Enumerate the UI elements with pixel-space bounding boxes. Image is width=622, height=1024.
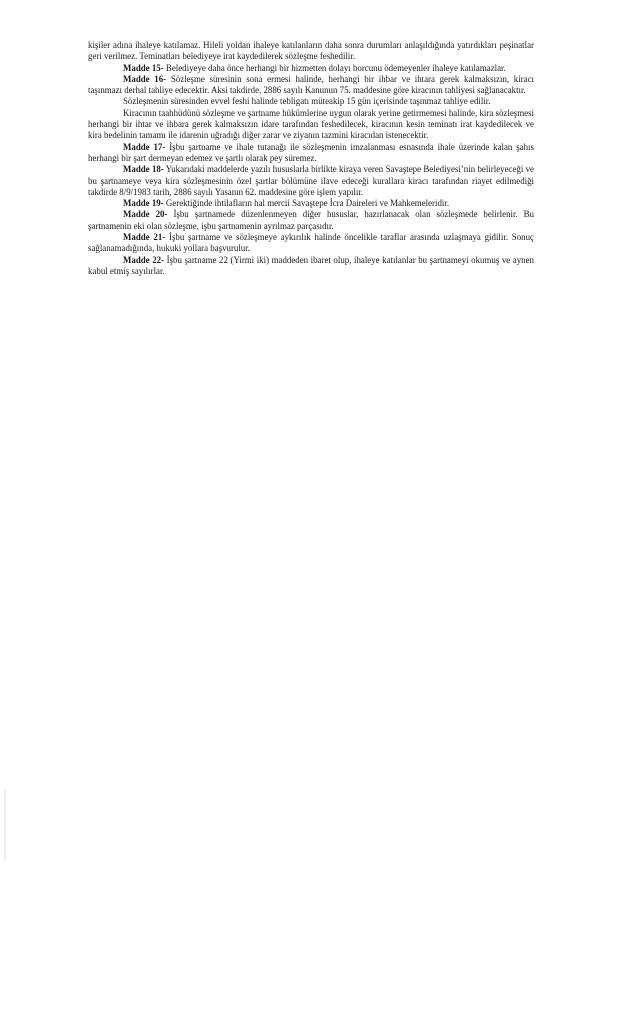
article-heading: Madde 18- xyxy=(123,164,164,175)
article-heading: Madde 19- xyxy=(123,198,164,209)
article-15 xyxy=(88,63,534,74)
article-heading: Madde 15- xyxy=(123,62,164,73)
article-19 xyxy=(88,198,534,209)
article-17 xyxy=(88,142,534,165)
paragraph-text: kişiler adına ihaleye katılamaz. Hileli yoldan ihaleye katılanların daha sonra durumları anlaşıldığında yatırdıkları peşinatlar geri verilmez. Teminatları belediyeye irat kaydedilerek sözleşme feshedilir. xyxy=(88,40,534,62)
article-18 xyxy=(88,164,534,198)
article-heading: Madde 16- xyxy=(123,73,167,84)
article-text: İşbu şartname ve ihale tutanağı ile sözleşmenin imzalanması esnasında ihale üzerinde kalan şahıs herhangi bir şart dermeyan edemez ve şartlı olarak pey süremez. xyxy=(88,141,534,163)
article-text: İşbu şartname ve sözleşmeye aykırılık halinde öncelikle taraflar arasında uzlaşmaya gidilir. Sonuç sağlanamadığında, hukuki yollara başvurulur. xyxy=(88,232,534,254)
article-21 xyxy=(88,232,534,255)
article-heading: Madde 21- xyxy=(123,232,166,243)
article-text: Belediyeye daha önce herhangi bir hizmetten dolayı borcunu ödemeyenler ihaleye katılamazlar. xyxy=(163,62,506,73)
scan-edge-mark xyxy=(4,790,6,860)
article-20 xyxy=(88,209,534,232)
article-heading: Madde 20- xyxy=(123,209,168,220)
article-text: İşbu şartname 22 (Yirmi iki) maddeden ibaret olup, ihaleye katılanlar bu şartnameyi okumuş ve aynen kabul etmiş sayılırlar. xyxy=(88,254,534,276)
paragraph-text: Sözleşmenin süresinden evvel feshi halinde tebligatı müteakip 15 gün içerisinde taşınmaz tahliye edilir. xyxy=(123,96,491,107)
article-heading: Madde 22- xyxy=(123,254,165,265)
article-text: Yukarıdaki maddelerde yazılı hususlarla birlikte kiraya veren Savaştepe Belediyesi’nin belirleyeceği ve bu şartnameye veya kira sözleşmesinin özel şartlar bölümüne ilave edeceği kurallara kiracı tarafından riayet edilmediği takdirde 8/9/1983 tarih, 2886 sayılı Yasanın 62. maddesine göre işlem yapılır. xyxy=(88,164,534,197)
paragraph-text: Kiracının taahhüdünü sözleşme ve şartname hükümlerine uygun olarak yerine getirmemesi halinde, kira sözleşmesi herhangi bir ihtar ve ihbara gerek kalmaksızın idare tarafından feshedilecek, kiracının kesin teminatı irat kaydedilecek ve kira bedelinin tamamı ile idarenin uğradığı diğer zarar ve ziyanın tazmini kiracıdan istenecektir. xyxy=(88,107,534,141)
article-text: İşbu şartnamede düzenlenmeyen diğer hususlar, hazırlanacak olan sözleşmede belirlenir. Bu şartnamenin eki olan sözleşme, işbu şartnamenin ayrılmaz parçasıdır. xyxy=(88,209,534,231)
article-text: Gerektiğinde ihtilafların hal mercii Savaştepe İcra Daireleri ve Mahkemeleridir. xyxy=(163,198,450,209)
paragraph-continuation xyxy=(88,40,534,63)
article-16 xyxy=(88,74,534,97)
paragraph-tenant-obligations xyxy=(88,108,534,142)
article-heading: Madde 17- xyxy=(123,141,166,152)
article-22 xyxy=(88,255,534,278)
paragraph-early-termination xyxy=(88,96,534,107)
document-page xyxy=(88,40,534,277)
article-text: Sözleşme süresinin sona ermesi halinde, herhangi bir ihbar ve ihtara gerek kalmaksızın, kiracı taşınmazı derhal tahliye edecektir. Aksi takdirde, 2886 sayılı Kanunun 75. maddesine göre kiracının tahliyesi sağlanacaktır. xyxy=(88,73,534,96)
